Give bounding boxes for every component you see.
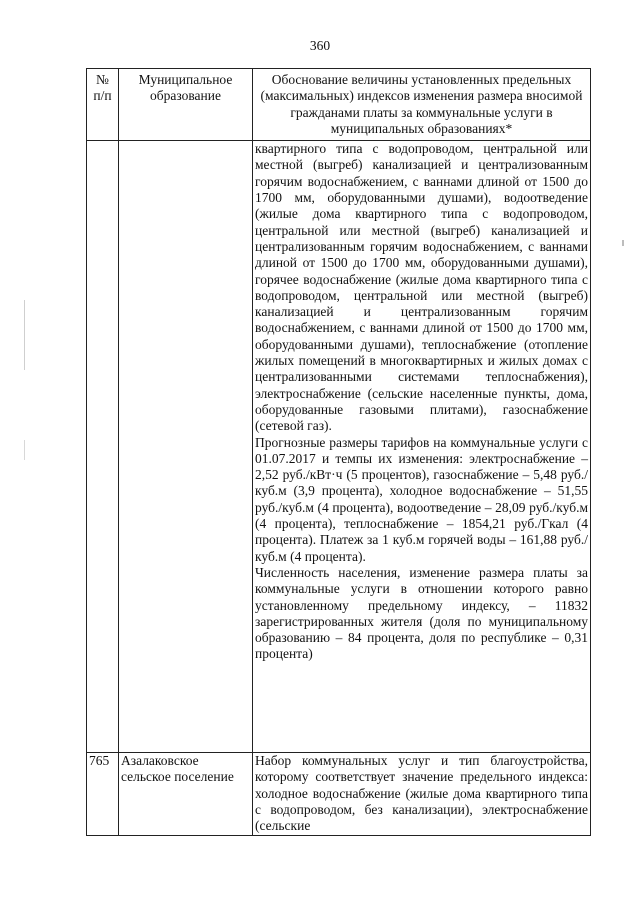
- row-number: [87, 141, 119, 753]
- header-municipality: Муниципальное образование: [119, 69, 253, 141]
- table-row: [87, 141, 591, 753]
- paragraph-services: квартирного типа с водопроводом, центральной или местной (выгреб) канализацией и централизованным горячим водоснабжением, с ваннами длиной от 1500 до 1700 мм, оборудованными душами), водоотведение (жилые дома квартирного типа с водопроводом, центральной или местной (выгреб) канализацией и централизованным горячим водоснабжением, с ваннами длиной от 1500 до 1700 мм, оборудованными душами), горячее водоснабжение (жилые дома квартирного типа с водопроводом, центральной или местной (выгреб) канализацией и централизованным горячим водоснабжением, с ваннами длиной от 1500 до 1700 мм, оборудованными душами), теплоснабжение (отопление жилых помещений в многоквартирных и жилых домах с централизованными системами теплоснабжения), электроснабжение (сельские населенные пункты, дома, оборудованные газовыми плитами), газоснабжение (сетевой газ).: [255, 141, 588, 434]
- paragraph-population: Численность населения, изменение размера платы за коммунальные услуги в отношении которого равно установленному предельному индексу, – 11832 зарегистрированных жителя (доля по муниципальному образованию – 84 процента, доля по республике – 0,31 процента): [255, 564, 588, 662]
- row-municipality: Азалаковское сельское поселение: [119, 753, 253, 835]
- header-justification: Обоснование величины установленных предельных (максимальных) индексов изменения размера вносимой гражданами платы за коммунальные услуги в муниципальных образованиях*: [253, 69, 591, 141]
- row-justification: [253, 141, 591, 753]
- paragraph-services: Набор коммунальных услуг и тип благоустройства, которому соответствует значение предельного индекса: холодное водоснабжение (жилые дома квартирного типа с водопроводом, без канализации), электроснабжение (сельские: [255, 753, 588, 834]
- scan-mark: [622, 240, 624, 246]
- row-justification: [253, 753, 591, 835]
- page-number: 360: [309, 38, 331, 53]
- row-municipality: [119, 141, 253, 753]
- table-header-row: [87, 69, 591, 141]
- table-row: [87, 753, 591, 835]
- row-number: 765: [87, 753, 119, 835]
- header-num: № п/п: [87, 69, 119, 141]
- paragraph-tariffs: Прогнозные размеры тарифов на коммунальные услуги с 01.07.2017 и темпы их изменения: электроснабжение – 2,52 руб./кВт·ч (5 процентов), газоснабжение – 5,48 руб./куб.м (3,9 процента), холодное водоснабжение – 51,55 руб./куб.м (4 процента), водоотведение – 28,09 руб./куб.м (4 процента), теплоснабжение – 1854,21 руб./Гкал (4 процента). Платеж за 1 куб.м горячей воды – 161,88 руб./куб.м (4 процента).: [255, 434, 588, 564]
- scan-mark: [24, 300, 25, 370]
- scan-mark: [24, 440, 25, 460]
- tariff-table: [86, 68, 591, 836]
